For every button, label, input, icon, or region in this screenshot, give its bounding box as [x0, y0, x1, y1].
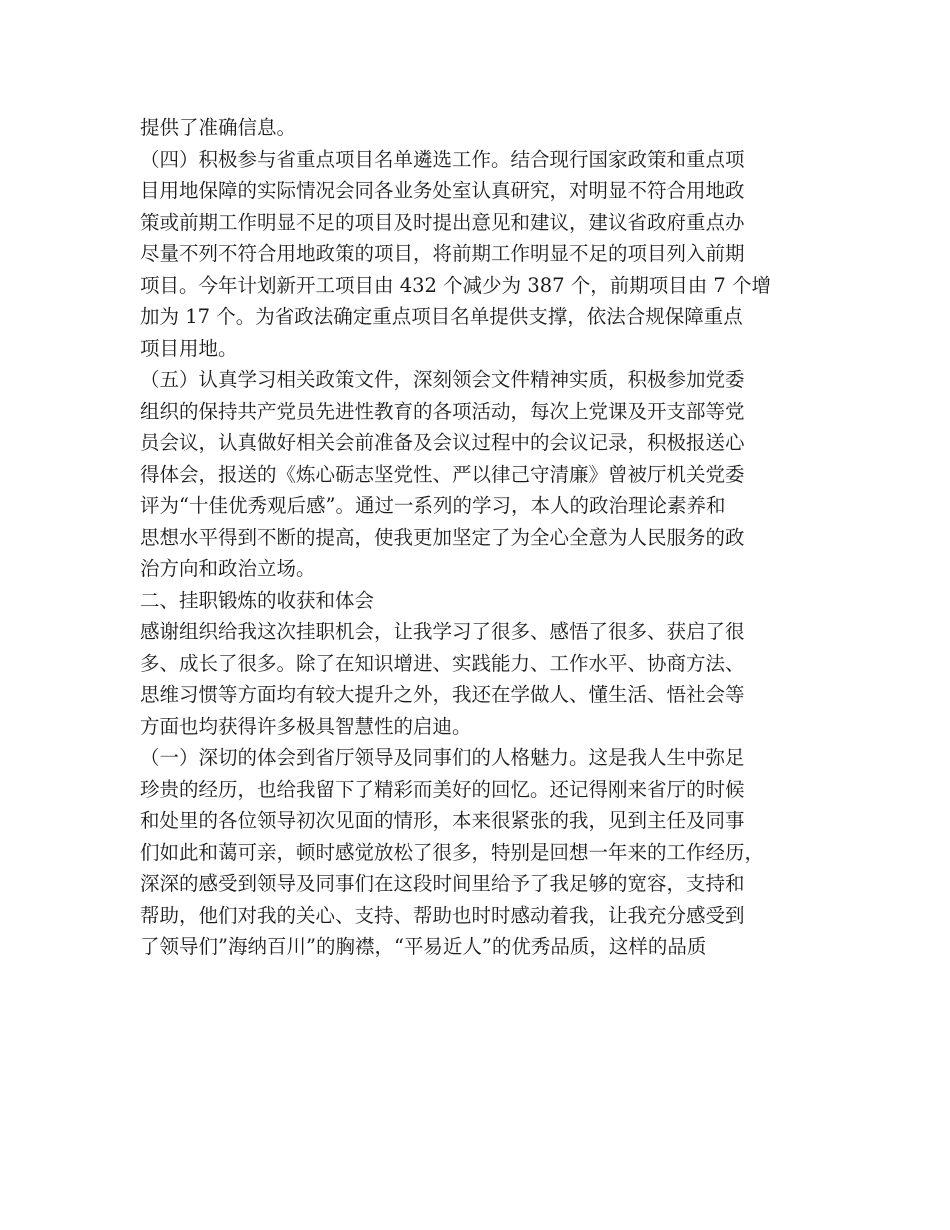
text-line: 治方向和政治立场。: [140, 557, 316, 580]
text-line: 提供了准确信息。: [140, 116, 297, 139]
text-line: 评为“十佳优秀观后感”。通过一系列的学习，本人的政治理论素养和: [140, 494, 726, 517]
text-line: 组织的保持共产党员先进性教育的各项活动，每次上党课及开支部等党: [140, 399, 745, 423]
paragraph-5-text-line: （五）认真学习相关政策文件，深刻领会文件精神实质，积极参加党委: [140, 368, 745, 391]
section-heading: 二、挂职锻炼的收获和体会: [140, 588, 375, 612]
text-line: 加为 17 个。为省政法确定重点项目名单提供支撑，依法合规保障重点: [140, 305, 743, 328]
text-line: 思维习惯等方面均有较大提升之外，我还在学做人、懂生活、悟社会等: [140, 683, 745, 706]
text-line: 深深的感受到领导及同事们在这段时间里给予了我足够的宽容，支持和: [140, 872, 745, 895]
text-line: 项目。今年计划新开工项目由 432 个减少为 387 个，前期项目由 7 个增: [140, 273, 772, 297]
text-line: 帮助，他们对我的关心、支持、帮助也时时感动着我，让我充分感受到: [140, 903, 745, 927]
text-line: 员会议，认真做好相关会前准备及会议过程中的会议记录，积极报送心: [140, 431, 745, 454]
document-body: [140, 112, 830, 963]
text-line: 策或前期工作明显不足的项目及时提出意见和建议，建议省政府重点办: [140, 210, 745, 234]
text-line: 得体会，报送的《炼心砺志坚党性、严以律己守清廉》曾被厅机关党委: [140, 462, 745, 486]
text-line: 目用地保障的实际情况会同各业务处室认真研究，对明显不符合用地政: [140, 179, 745, 202]
text-line: 尽量不列不符合用地政策的项目，将前期工作明显不足的项目列入前期: [140, 242, 745, 265]
text-line: 思想水平得到不断的提高，使我更加坚定了为全心全意为人民服务的政: [140, 525, 745, 549]
text-line: 珍贵的经历，也给我留下了精彩而美好的回忆。还记得刚来省厅的时候: [140, 777, 745, 801]
text-line: 和处里的各位领导初次见面的情形，本来很紧张的我，见到主任及同事: [140, 809, 745, 832]
text-line: 项目用地。: [140, 336, 238, 360]
text-line: 们如此和蔼可亲，顿时感觉放松了很多，特别是回想一年来的工作经历，: [140, 840, 765, 864]
text-line: 了领导们”海纳百川”的胸襟，“平易近人”的优秀品质，这样的品质: [140, 935, 707, 958]
paragraph-1-text-line: （一）深切的体会到省厅领导及同事们的人格魅力。这是我人生中弥足: [140, 746, 745, 769]
text-line: 多、成长了很多。除了在知识增进、实践能力、工作水平、协商方法、: [140, 651, 745, 675]
paragraph-4-text-line: （四）积极参与省重点项目名单遴选工作。结合现行国家政策和重点项: [140, 147, 745, 171]
text-line: 感谢组织给我这次挂职机会，让我学习了很多、感悟了很多、获启了很: [140, 620, 745, 643]
text-line: 方面也均获得许多极具智慧性的启迪。: [140, 714, 472, 738]
